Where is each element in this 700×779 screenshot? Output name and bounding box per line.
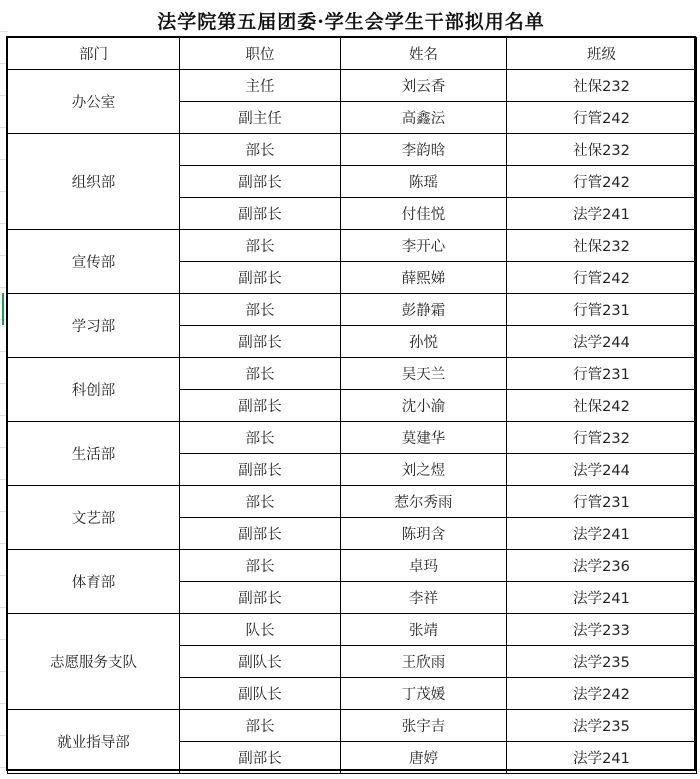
name-cell[interactable]: 李开心 [341, 230, 507, 262]
table-row [8, 614, 697, 646]
class-cell[interactable]: 行管242 [507, 262, 697, 294]
department-cell[interactable]: 文艺部 [8, 486, 180, 550]
position-cell[interactable]: 部长 [180, 230, 341, 262]
table-row [8, 70, 697, 102]
table-row [8, 134, 697, 166]
position-cell[interactable]: 部长 [180, 710, 341, 742]
position-cell[interactable]: 副队长 [180, 678, 341, 710]
name-cell[interactable]: 吴天兰 [341, 358, 507, 390]
department-cell[interactable]: 科创部 [8, 358, 180, 422]
position-cell[interactable]: 部长 [180, 486, 341, 518]
roster-table [7, 37, 697, 774]
position-cell[interactable]: 副部长 [180, 518, 341, 550]
position-cell[interactable]: 副部长 [180, 326, 341, 358]
class-cell[interactable]: 行管231 [507, 294, 697, 326]
class-cell[interactable]: 法学235 [507, 646, 697, 678]
class-cell[interactable]: 行管242 [507, 166, 697, 198]
class-cell[interactable]: 法学233 [507, 614, 697, 646]
class-cell[interactable]: 行管231 [507, 358, 697, 390]
position-cell[interactable]: 副部长 [180, 390, 341, 422]
class-cell[interactable]: 行管231 [507, 486, 697, 518]
table-row [8, 230, 697, 262]
position-cell[interactable]: 部长 [180, 358, 341, 390]
name-cell[interactable]: 莫建华 [341, 422, 507, 454]
class-cell[interactable]: 法学244 [507, 326, 697, 358]
department-cell[interactable]: 生活部 [8, 422, 180, 486]
table-row [8, 710, 697, 742]
name-cell[interactable]: 刘云香 [341, 70, 507, 102]
name-cell[interactable]: 高鑫沄 [341, 102, 507, 134]
department-cell[interactable]: 学习部 [8, 294, 180, 358]
position-cell[interactable]: 主任 [180, 70, 341, 102]
position-cell[interactable]: 副部长 [180, 742, 341, 774]
position-cell[interactable]: 副部长 [180, 582, 341, 614]
position-cell[interactable]: 队长 [180, 614, 341, 646]
name-cell[interactable]: 彭静霜 [341, 294, 507, 326]
name-cell[interactable]: 付佳悦 [341, 198, 507, 230]
name-cell[interactable]: 唐婷 [341, 742, 507, 774]
class-cell[interactable]: 社保232 [507, 230, 697, 262]
header-name[interactable]: 姓名 [341, 38, 507, 70]
name-cell[interactable]: 王欣雨 [341, 646, 507, 678]
class-cell[interactable]: 法学244 [507, 454, 697, 486]
position-cell[interactable]: 部长 [180, 422, 341, 454]
document-title[interactable]: 法学院第五届团委·学生会学生干部拟用名单 [157, 10, 545, 33]
class-cell[interactable]: 法学241 [507, 742, 697, 774]
class-cell[interactable]: 社保242 [507, 390, 697, 422]
class-cell[interactable]: 法学236 [507, 550, 697, 582]
table-row [8, 550, 697, 582]
header-position[interactable]: 职位 [180, 38, 341, 70]
table-row [8, 294, 697, 326]
department-cell[interactable]: 志愿服务支队 [8, 614, 180, 710]
header-department[interactable]: 部门 [8, 38, 180, 70]
roster-body [8, 70, 697, 774]
position-cell[interactable]: 副部长 [180, 166, 341, 198]
position-cell[interactable]: 副队长 [180, 646, 341, 678]
name-cell[interactable]: 李韵晗 [341, 134, 507, 166]
header-class[interactable]: 班级 [507, 38, 697, 70]
table-row [8, 422, 697, 454]
class-cell[interactable]: 社保232 [507, 70, 697, 102]
position-cell[interactable]: 部长 [180, 550, 341, 582]
table-row [8, 358, 697, 390]
position-cell[interactable]: 部长 [180, 134, 341, 166]
name-cell[interactable]: 丁茂媛 [341, 678, 507, 710]
class-cell[interactable]: 法学235 [507, 710, 697, 742]
class-cell[interactable]: 法学242 [507, 678, 697, 710]
position-cell[interactable]: 副部长 [180, 454, 341, 486]
table-row [8, 486, 697, 518]
department-cell[interactable]: 办公室 [8, 70, 180, 134]
name-cell[interactable]: 惹尔秀雨 [341, 486, 507, 518]
department-cell[interactable]: 体育部 [8, 550, 180, 614]
department-cell[interactable]: 宣传部 [8, 230, 180, 294]
name-cell[interactable]: 陈玥含 [341, 518, 507, 550]
name-cell[interactable]: 薛熙娣 [341, 262, 507, 294]
name-cell[interactable]: 张宇吉 [341, 710, 507, 742]
department-cell[interactable]: 就业指导部 [8, 710, 180, 774]
name-cell[interactable]: 卓玛 [341, 550, 507, 582]
position-cell[interactable]: 部长 [180, 294, 341, 326]
row-selection-marker [2, 293, 4, 325]
position-cell[interactable]: 副主任 [180, 102, 341, 134]
header-row [8, 38, 697, 70]
name-cell[interactable]: 陈瑶 [341, 166, 507, 198]
name-cell[interactable]: 刘之煜 [341, 454, 507, 486]
name-cell[interactable]: 张靖 [341, 614, 507, 646]
department-cell[interactable]: 组织部 [8, 134, 180, 230]
class-cell[interactable]: 法学241 [507, 518, 697, 550]
class-cell[interactable]: 行管242 [507, 102, 697, 134]
class-cell[interactable]: 行管232 [507, 422, 697, 454]
class-cell[interactable]: 社保232 [507, 134, 697, 166]
name-cell[interactable]: 李祥 [341, 582, 507, 614]
name-cell[interactable]: 沈小渝 [341, 390, 507, 422]
name-cell[interactable]: 孙悦 [341, 326, 507, 358]
class-cell[interactable]: 法学241 [507, 582, 697, 614]
position-cell[interactable]: 副部长 [180, 262, 341, 294]
position-cell[interactable]: 副部长 [180, 198, 341, 230]
class-cell[interactable]: 法学241 [507, 198, 697, 230]
